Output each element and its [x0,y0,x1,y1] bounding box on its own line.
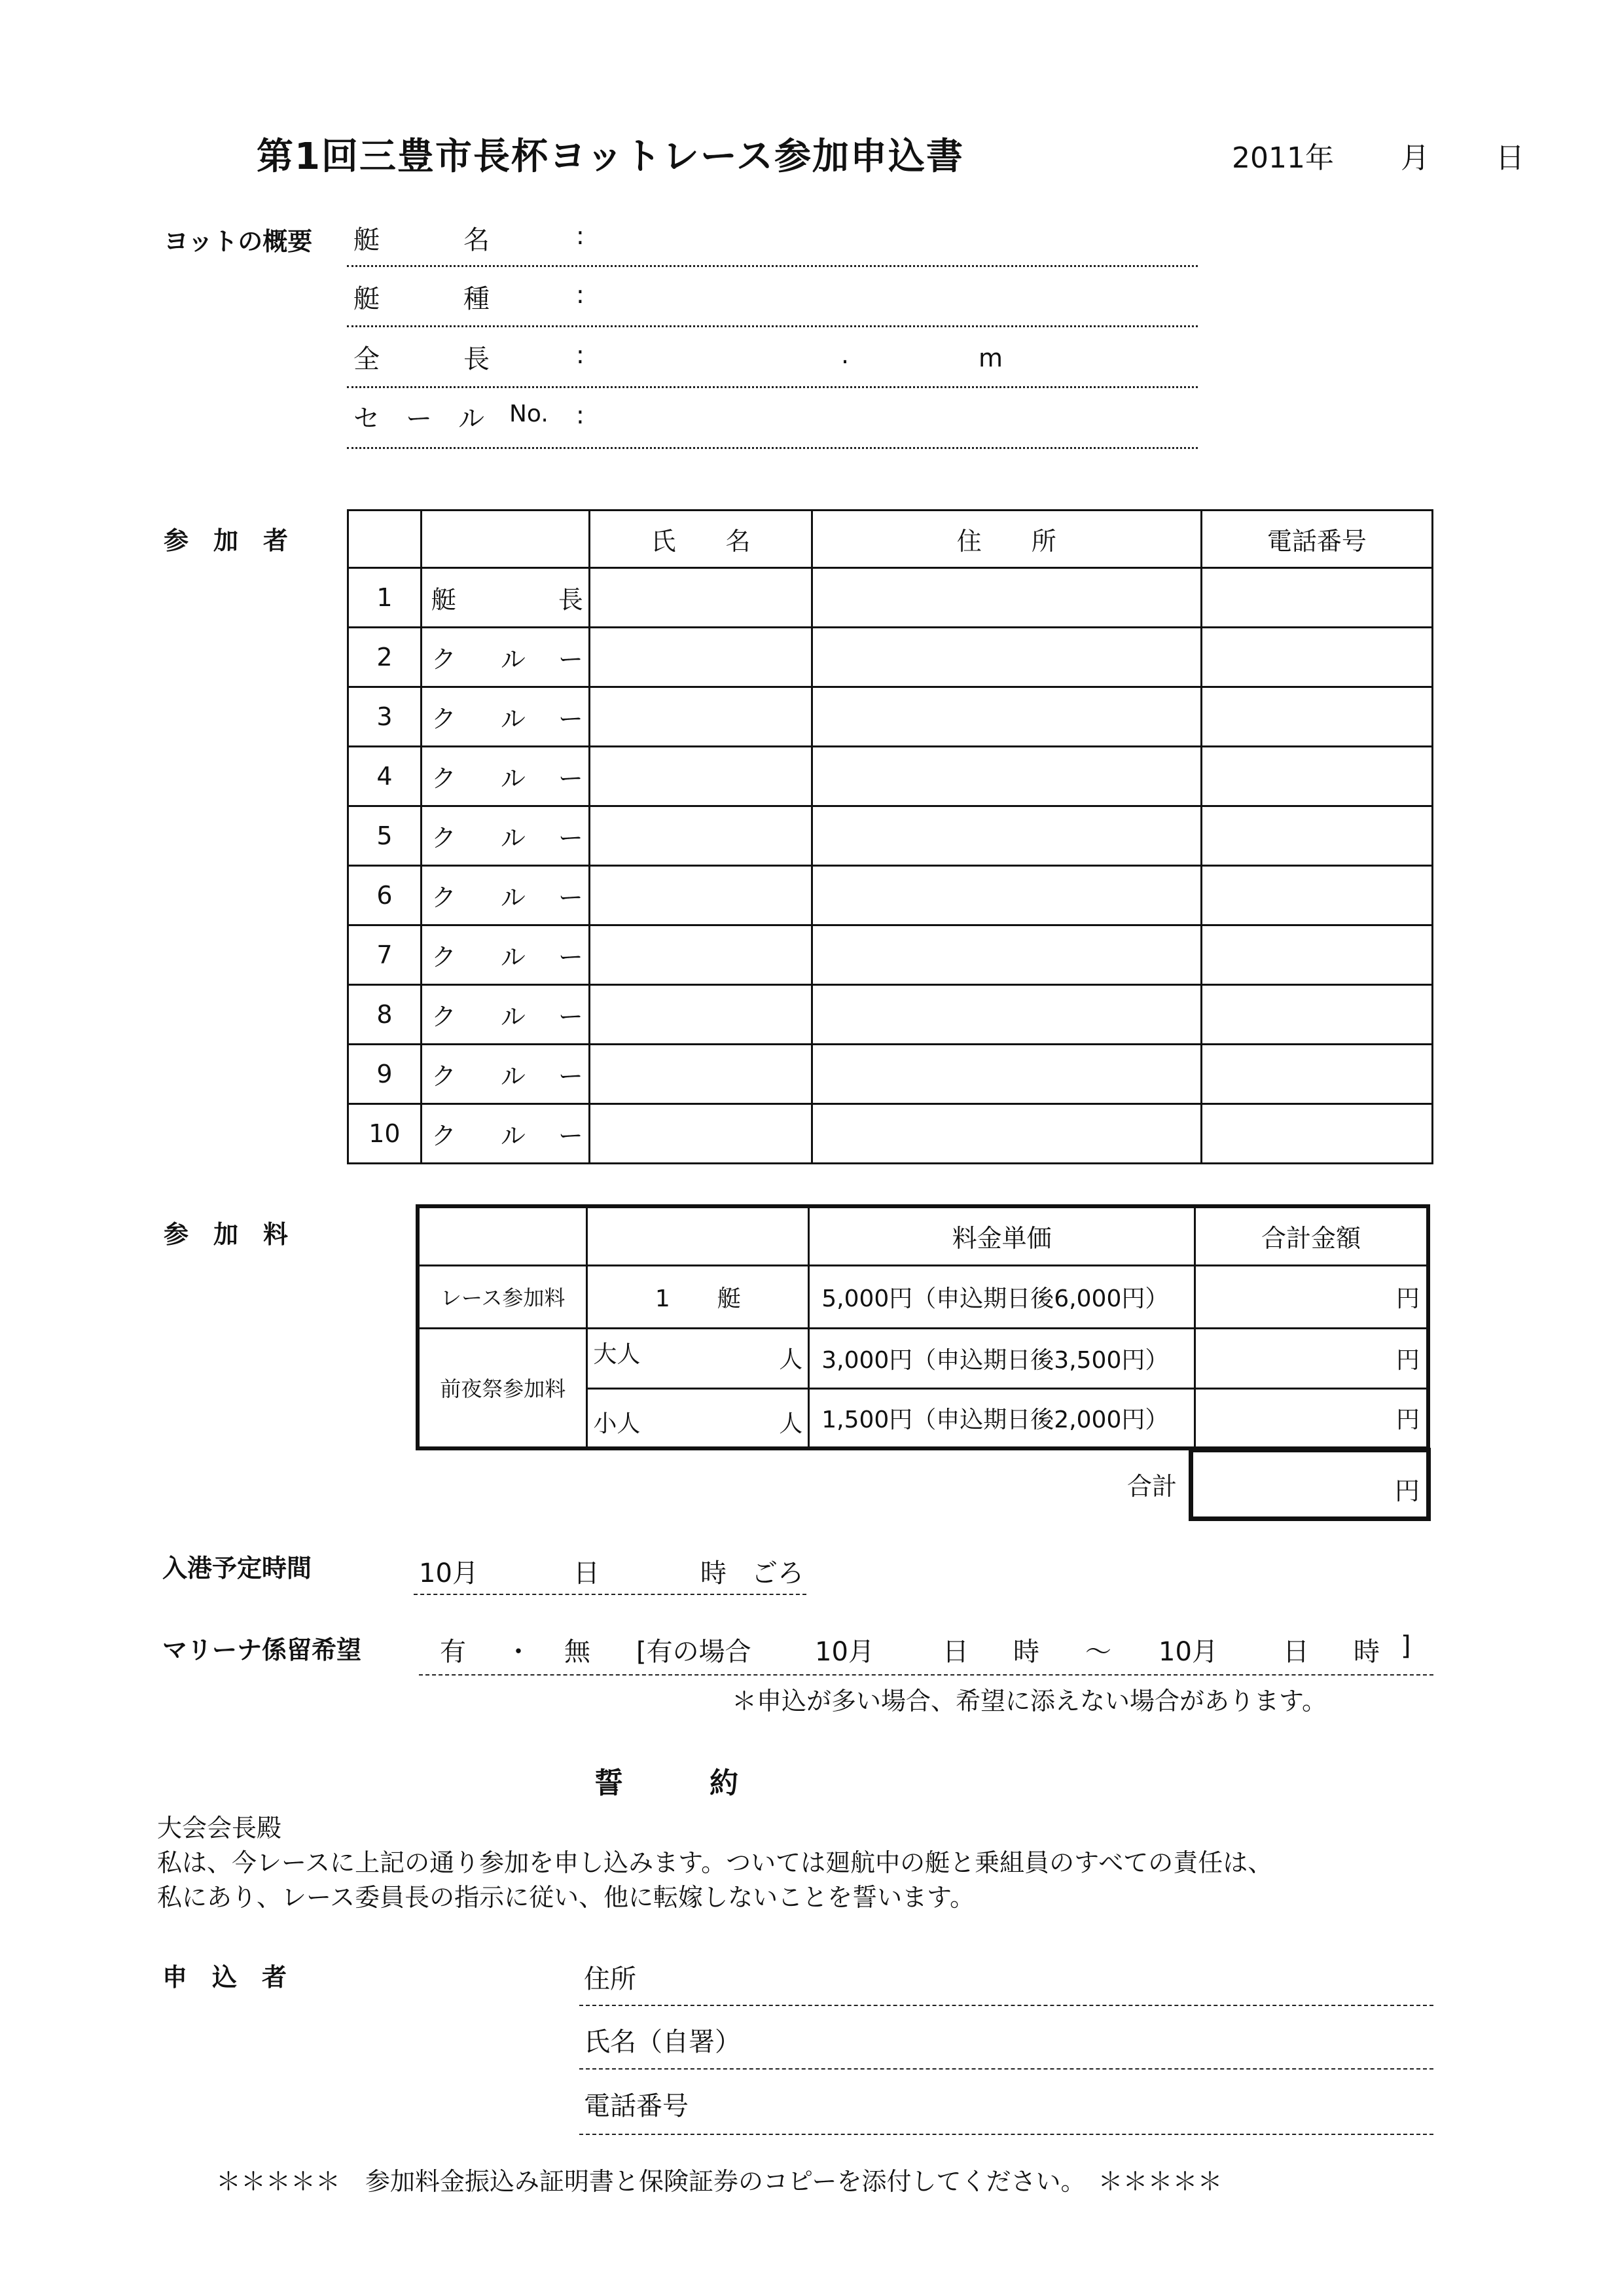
length-decimal-point: . [841,340,850,369]
role-cell [421,925,589,985]
arrival-line [414,1594,806,1595]
sail-line [347,447,1198,449]
footer-note: ＊＊＊＊＊ 参加料金振込み証明書と保険証券のコピーを添付してください。 ＊＊＊＊＊ [216,2167,1223,2196]
role-cell [421,985,589,1045]
pledge-line-1: 私は、今レースに上記の通り参加を申し込みます。ついては廻航中の艇と乗組員のすべての責任は、 [157,1848,1273,1877]
role-c: ー [558,1121,583,1151]
role-a: ク [431,823,456,853]
row-number: 8 [348,985,422,1045]
pledge-line-2: 私にあり、レース委員長の指示に従い、他に転嫁しないことを誓います。 [157,1883,975,1912]
address-cell[interactable] [812,925,1201,985]
participant-row[interactable] [348,985,1433,1045]
phone-cell[interactable] [1201,866,1432,925]
child-label: 小人 [593,1410,641,1437]
role-b: ル [500,704,526,734]
page-title: 第1回三豊市長杯ヨットレース参加申込書 [257,135,965,178]
row-number: 7 [348,925,422,985]
role-b: ル [500,942,526,972]
yacht-name-line [347,265,1198,267]
phone-cell[interactable] [1201,687,1432,747]
row-number: 4 [348,747,422,806]
role-a: 艇 [431,585,456,615]
adult-qty-cell[interactable] [587,1328,809,1388]
colon: : [576,401,584,429]
header-blank [421,511,589,568]
marina-to-month: 10月 [1159,1637,1218,1667]
role-a: ク [431,1062,456,1091]
name-cell[interactable] [590,1104,812,1164]
marina-note: ＊申込が多い場合、希望に添えない場合があります。 [732,1687,1327,1715]
year-field[interactable]: 2011年 [1232,141,1334,175]
role-a: ク [431,942,456,972]
person-unit: 人 [779,1410,803,1437]
header-phone: 電話番号 [1201,511,1432,568]
fees-section-label: 参 加 料 [164,1220,289,1249]
role-a: ク [431,704,456,734]
applicant-address-label: 住所 [584,1964,636,1994]
header-blank [587,1206,809,1265]
name-cell[interactable] [590,568,812,628]
address-cell[interactable] [812,1045,1201,1104]
yacht-name-label-b: 名 [463,225,490,255]
child-price: 1,500円（申込期日後2,000円） [809,1388,1195,1448]
colon: : [576,280,584,309]
address-cell[interactable] [812,866,1201,925]
child-total-cell[interactable] [1195,1388,1428,1448]
yacht-length-label-b: 長 [463,344,490,374]
role-c: ー [558,883,583,912]
yacht-section-label: ヨットの概要 [164,227,313,256]
arrival-day: 日 [573,1558,600,1588]
role-c: 長 [558,585,583,615]
role-c: ー [558,823,583,853]
participant-row[interactable] [348,747,1433,806]
role-c: ー [558,645,583,674]
header-blank [348,511,422,568]
row-number: 9 [348,1045,422,1104]
marina-bracket-close: ] [1401,1631,1411,1661]
role-cell [421,687,589,747]
arrival-label: 入港予定時間 [162,1554,312,1583]
name-cell[interactable] [590,866,812,925]
colon: : [576,221,584,250]
role-c: ー [558,1062,583,1091]
yen-unit: 円 [1395,1346,1420,1374]
phone-cell[interactable] [1201,628,1432,687]
yacht-class-label-b: 種 [463,284,490,314]
row-number: 1 [348,568,422,628]
address-cell[interactable] [812,806,1201,866]
marina-no-option[interactable]: 無 [564,1637,590,1667]
role-a: ク [431,883,456,912]
header-total: 合計金額 [1195,1206,1428,1265]
role-b: ル [500,764,526,793]
role-b: ル [500,1121,526,1151]
applicant-name-label: 氏名（自署） [584,2027,741,2057]
participant-row[interactable] [348,568,1433,628]
marina-to-day: 日 [1283,1637,1309,1667]
yen-unit: 円 [1395,1406,1420,1433]
arrival-suffix: ごろ [751,1558,804,1588]
party-adult-row[interactable] [418,1328,1428,1388]
day-label: 日 [1496,141,1524,175]
header-unit-price: 料金単価 [809,1206,1195,1265]
yacht-class-label-a: 艇 [353,284,380,314]
pledge-addressee: 大会会長殿 [157,1814,282,1842]
race-price: 5,000円（申込期日後6,000円） [809,1265,1195,1328]
participant-row[interactable] [348,866,1433,925]
month-label: 月 [1401,141,1429,175]
name-cell[interactable] [590,806,812,866]
address-cell[interactable] [812,628,1201,687]
role-b: ル [500,645,526,674]
sum-label: 合計 [1127,1472,1178,1501]
party-fee-label: 前夜祭参加料 [418,1328,587,1448]
role-b: ル [500,1062,526,1091]
header-name: 氏 名 [590,511,812,568]
role-a: ク [431,1121,456,1151]
role-cell [421,866,589,925]
yacht-length-line [347,386,1198,388]
role-c: ー [558,764,583,793]
adult-price: 3,000円（申込期日後3,500円） [809,1328,1195,1388]
marina-to-hour: 時 [1354,1637,1380,1667]
phone-line [579,2134,1433,2135]
child-qty-cell[interactable] [587,1388,809,1448]
role-b: ル [500,883,526,912]
row-number: 3 [348,687,422,747]
role-cell [421,1045,589,1104]
address-line [579,2005,1433,2006]
fees-table [416,1204,1430,1450]
marina-from-month: 10月 [815,1637,874,1667]
separator-dot: ・ [505,1637,531,1667]
participant-row[interactable] [348,628,1433,687]
phone-cell[interactable] [1201,1104,1432,1164]
participant-row[interactable] [348,925,1433,985]
applicant-label: 申 込 者 [162,1963,287,1992]
name-cell[interactable] [590,687,812,747]
participants-header-row [348,511,1433,568]
participant-row[interactable] [348,687,1433,747]
race-fee-row[interactable] [418,1265,1428,1328]
role-a: ク [431,764,456,793]
yen-unit: 円 [1394,1477,1420,1505]
name-cell[interactable] [590,985,812,1045]
phone-cell[interactable] [1201,806,1432,866]
row-number: 2 [348,628,422,687]
address-cell[interactable] [812,747,1201,806]
phone-cell[interactable] [1201,747,1432,806]
yen-unit: 円 [1395,1285,1420,1312]
participant-row[interactable] [348,1045,1433,1104]
arrival-month: 10月 [419,1558,478,1588]
yacht-class-line [347,325,1198,327]
length-unit: m [979,344,1003,372]
row-number: 10 [348,1104,422,1164]
row-number: 6 [348,866,422,925]
phone-cell[interactable] [1201,1045,1432,1104]
role-b: ル [500,1002,526,1031]
adult-total-cell[interactable] [1195,1328,1428,1388]
address-cell[interactable] [812,687,1201,747]
sum-total-box[interactable] [1189,1448,1431,1521]
row-number: 5 [348,806,422,866]
role-c: ー [558,1002,583,1031]
role-a: ク [431,645,456,674]
role-cell [421,806,589,866]
arrival-hour: 時 [700,1558,727,1588]
person-unit: 人 [779,1346,803,1373]
race-qty: 1 艇 [587,1265,809,1328]
marina-label: マリーナ係留希望 [162,1636,362,1664]
adult-label: 大人 [593,1340,641,1368]
name-cell[interactable] [590,628,812,687]
marina-line [419,1674,1433,1676]
role-cell [421,568,589,628]
role-a: ク [431,1002,456,1031]
fees-header-row [418,1206,1428,1265]
marina-from-day: 日 [943,1637,969,1667]
participant-row[interactable] [348,1104,1433,1164]
marina-yes-option[interactable]: 有 [440,1637,466,1667]
yacht-length-label-a: 全 [353,344,380,374]
race-total-cell[interactable] [1195,1265,1428,1328]
name-cell[interactable] [590,747,812,806]
address-cell[interactable] [812,568,1201,628]
race-fee-label: レース参加料 [418,1265,587,1328]
participant-row[interactable] [348,806,1433,866]
phone-cell[interactable] [1201,985,1432,1045]
phone-cell[interactable] [1201,925,1432,985]
role-b: ル [500,823,526,853]
role-cell [421,1104,589,1164]
role-c: ー [558,942,583,972]
participants-section-label: 参 加 者 [164,526,289,555]
applicant-phone-label: 電話番号 [584,2091,689,2121]
role-cell [421,747,589,806]
header-blank [418,1206,587,1265]
name-cell[interactable] [590,925,812,985]
sail-label-a: セ ー ル [353,404,484,434]
pledge-title: 誓 約 [594,1767,738,1800]
name-cell[interactable] [590,1045,812,1104]
phone-cell[interactable] [1201,568,1432,628]
header-address: 住 所 [812,511,1201,568]
name-line [579,2068,1433,2070]
marina-tilde: ～ [1085,1637,1111,1667]
role-c: ー [558,704,583,734]
role-cell [421,628,589,687]
yacht-name-label-a: 艇 [353,225,380,255]
marina-from-hour: 時 [1013,1637,1039,1667]
participants-table [347,509,1433,1164]
colon: : [576,340,584,369]
sail-label-b: No. [509,401,548,427]
address-cell[interactable] [812,985,1201,1045]
address-cell[interactable] [812,1104,1201,1164]
marina-bracket-open: [有の場合 [636,1637,751,1667]
